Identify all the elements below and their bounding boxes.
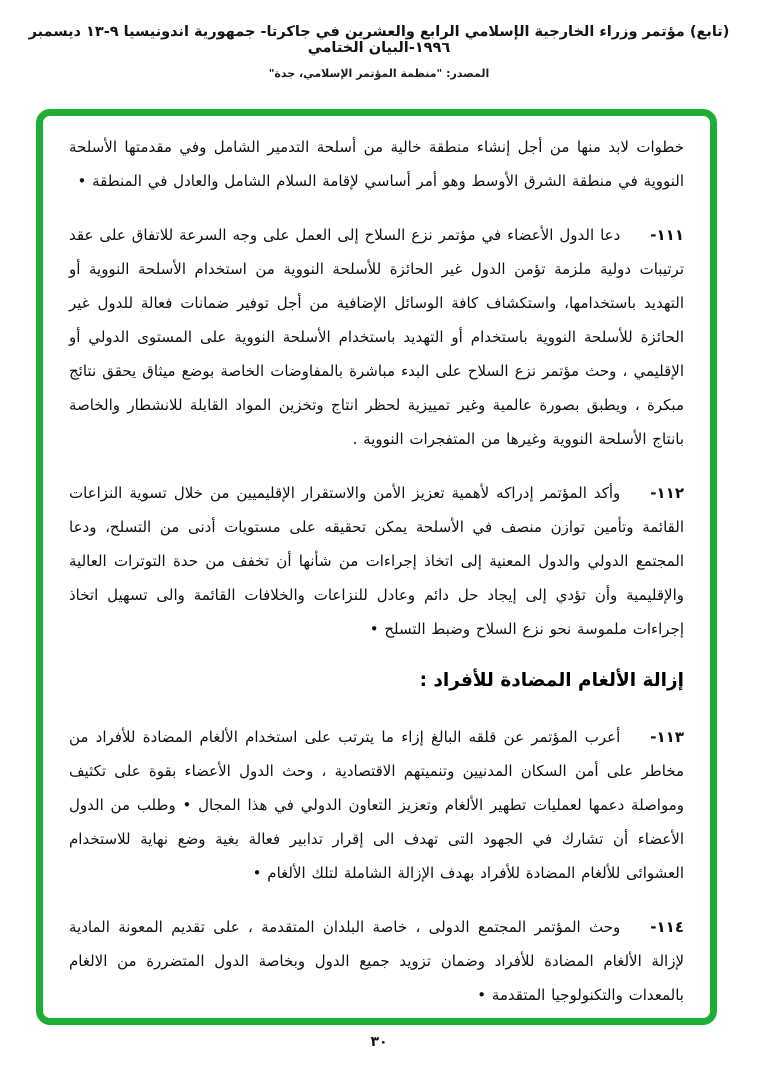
paragraph-114-number: ١١٤- [650, 918, 684, 936]
paragraph-112-text: وأكد المؤتمر إدراكه لأهمية تعزيز الأمن والاستقرار الإقليميين من خلال تسوية النزاعات القائمة وتأمين توازن منصف في الأسلحة يمكن تحقيقه على مستويات أدنى من التسلح، ودعا المجتمع الدولي والدول المعنية إلى اتخاذ إجراءات من شأنها أن تخفف من حدة التوترات العالية والإقليمية وأن تؤدي إلى إيجاد حل دائم وعادل للنزاعات والخلافات القائمة والى تسهيل اتخاذ إجراءات ملموسة نحو نزع السلاح وضبط التسلح • [69, 484, 684, 638]
paragraph-113 [69, 720, 684, 890]
section-heading-antipersonnel-mines: إزالة الألغام المضادة للأفراد : [419, 670, 684, 691]
document-header [0, 24, 758, 80]
header-source-line: المصدر: "منظمة المؤتمر الإسلامي، جدة" [268, 67, 490, 80]
header-title-line: (تابع) مؤتمر وزراء الخارجية الإسلامي الرابع والعشرين في جاكرتا- جمهورية اندونيسيا ٩-١٣ ديسمبر ١٩٩٦-البيان الختامي [28, 24, 730, 56]
paragraph-112-number: ١١٢- [650, 484, 684, 502]
paragraph-113-number: ١١٣- [650, 728, 684, 746]
paragraph-114 [69, 910, 684, 1012]
paragraph-112 [69, 476, 684, 646]
document-body [43, 116, 710, 1018]
paragraph-111 [69, 218, 684, 456]
green-border-frame [36, 109, 717, 1025]
page-number: ٣٠ [370, 1034, 388, 1050]
paragraph-113-text: أعرب المؤتمر عن قلقه البالغ إزاء ما يترتب على استخدام الألغام المضادة للأفراد من مخاطر على أمن السكان المدنيين وتنميتهم الاقتصادية ، وحث الدول الأعضاء بقوة على تكثيف ومواصلة دعمها لعمليات تطهير الألغام وتعزيز التعاون الدولي في هذا المجال • وطلب من الدول الأعضاء أن تشارك في الجهود التى تهدف الى إقرار تدابير فعالة بغية وضع نهاية للاستخدام العشوائى للألغام المضادة للأفراد بهدف الإزالة الشاملة لتلك الألغام • [69, 728, 684, 882]
paragraph-111-text: دعا الدول الأعضاء في مؤتمر نزع السلاح إلى العمل على وجه السرعة للاتفاق على عقد ترتيبات دولية ملزمة تؤمن الدول غير الحائزة للأسلحة النووية من استخدام الأسلحة النووية أو التهديد باستخدامها، واستكشاف كافة الوسائل الإضافية من أجل توفير ضمانات فعالة للدول غير الحائزة للأسلحة النووية باستخدام أو التهديد باستخدام الأسلحة النووية على المستوى الدولي أو الإقليمي ، وحث مؤتمر نزع السلاح على البدء مباشرة بالمفاوضات الخاصة بوضع ميثاق يحقق نتائج مبكرة ، ويطبق بصورة عالمية وغير تمييزية لحظر انتاج وتخزين المواد القابلة للانشطار والخاصة بانتاج الأسلحة النووية وغيرها من المتفجرات النووية . [69, 226, 684, 448]
continuation-paragraph: خطوات لابد منها من أجل إنشاء منطقة خالية من أسلحة التدمير الشامل وفي مقدمتها الأسلحة النووية في منطقة الشرق الأوسط وهو أمر أساسي لإقامة السلام الشامل والعادل في المنطقة • [69, 138, 684, 190]
paragraph-111-number: ١١١- [650, 226, 684, 244]
paragraph-114-text: وحث المؤتمر المجتمع الدولى ، خاصة البلدان المتقدمة ، على تقديم المعونة المادية لإزالة الألغام المضادة للأفراد وضمان تزويد جميع الدول وبخاصة الدول المتضررة من الالغام بالمعدات والتكنولوجيا المتقدمة • [69, 918, 684, 1004]
